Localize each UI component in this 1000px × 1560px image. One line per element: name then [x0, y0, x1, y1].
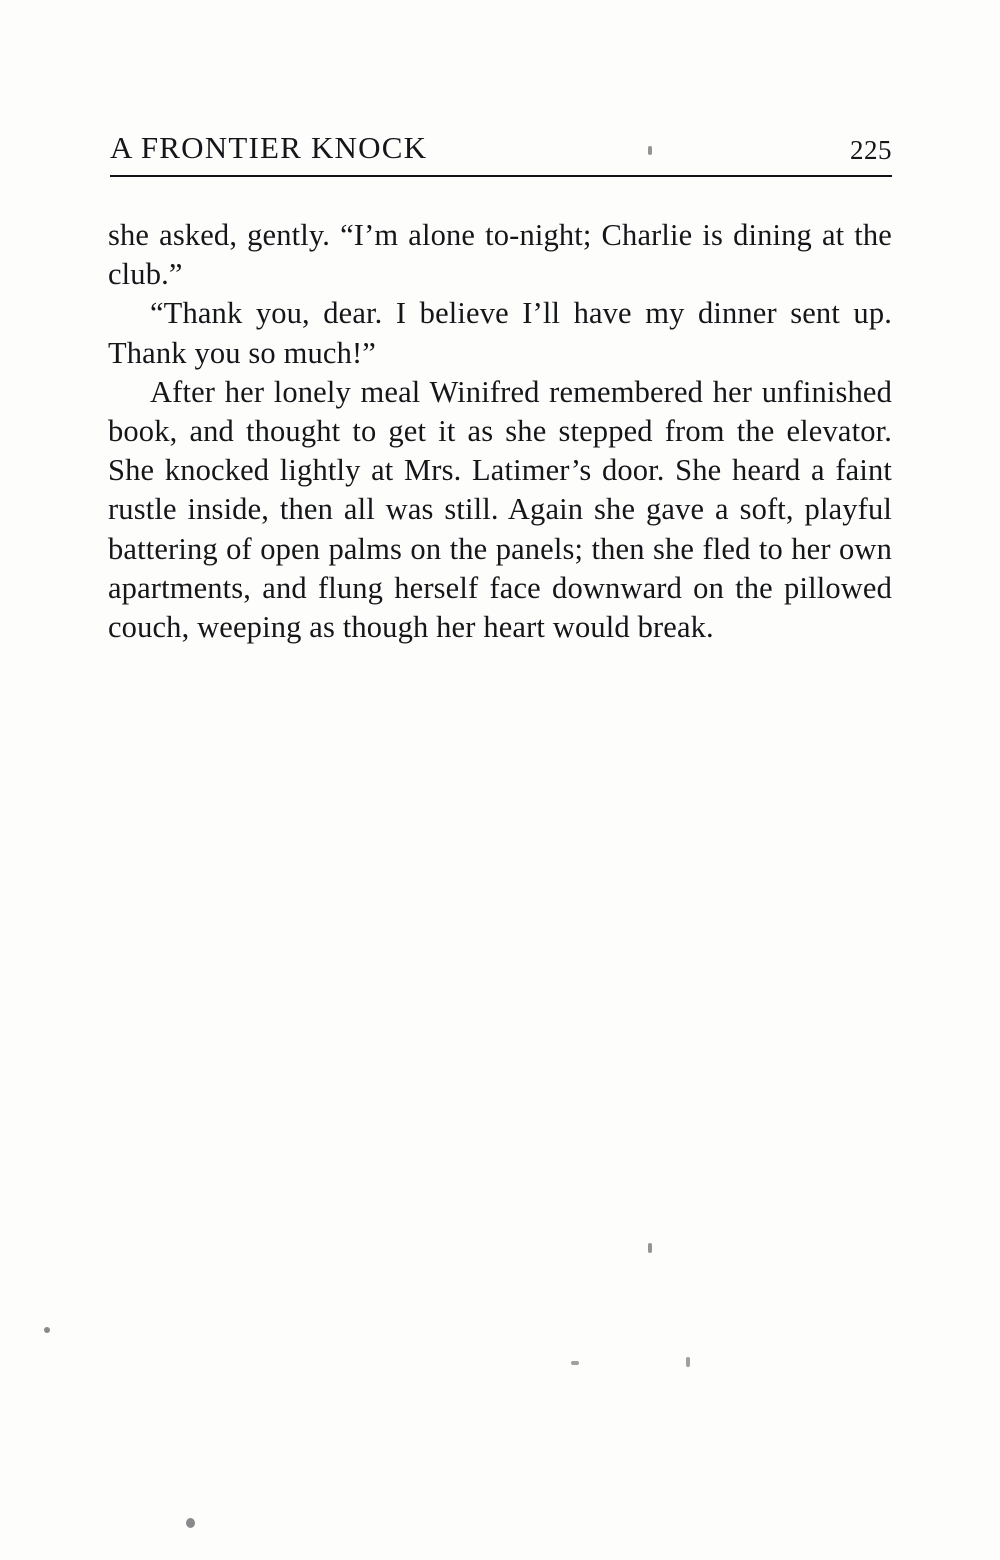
paragraph: “Thank you, dear. I believe I’ll have my dinner sent up. Thank you so much!”	[108, 296, 892, 370]
running-head	[110, 130, 892, 177]
scan-speckle	[571, 1361, 579, 1365]
page-body	[108, 216, 892, 647]
scan-speckle	[648, 1243, 652, 1253]
paragraph: she asked, gently. “I’m alone to-night; Charlie is dining at the club.”	[108, 218, 892, 292]
scan-speckle	[44, 1327, 50, 1333]
scan-speckle	[648, 146, 652, 155]
scan-speckle	[186, 1518, 195, 1528]
page-number: 225	[850, 135, 892, 165]
chapter-title: A FRONTIER KNOCK	[110, 130, 428, 165]
scan-speckle	[686, 1357, 690, 1367]
paragraph: After her lonely meal Winifred remembered her unfinished book, and thought to get it as she stepped from the elevator. She knocked lightly at Mrs. Latimer’s door. She heard a faint rustle inside, then all was still. Again she gave a soft, playful battering of open palms on the panels; then she fled to her own apartments, and flung herself face downward on the pillowed couch, weeping as though her heart would break.	[108, 374, 892, 645]
